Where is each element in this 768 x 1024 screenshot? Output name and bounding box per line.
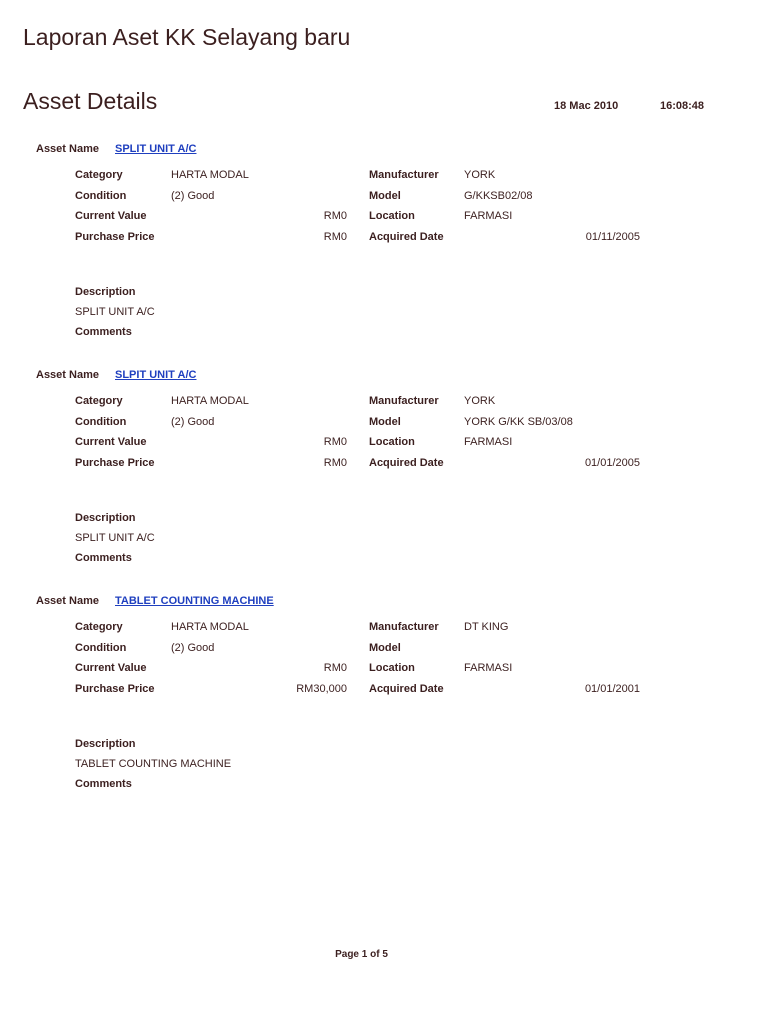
asset-name-link[interactable]: SLPIT UNIT A/C <box>115 369 197 381</box>
category-value: HARTA MODAL <box>171 395 249 407</box>
purchase-price-value: RM0 <box>323 231 347 243</box>
manufacturer-value: YORK <box>464 395 496 407</box>
model-value: YORK G/KK SB/03/08 <box>464 416 573 428</box>
description-label: Description <box>75 512 136 524</box>
condition-value: (2) Good <box>171 416 215 428</box>
condition-value: (2) Good <box>171 190 215 202</box>
asset-record <box>0 142 768 352</box>
category-label: Category <box>75 169 123 181</box>
location-label: Location <box>369 436 415 448</box>
category-label: Category <box>75 621 123 633</box>
location-label: Location <box>369 210 415 222</box>
current-value: RM0 <box>323 662 347 674</box>
asset-name-label: Asset Name <box>36 595 99 607</box>
comments-label: Comments <box>75 552 132 564</box>
manufacturer-label: Manufacturer <box>369 395 439 407</box>
condition-label: Condition <box>75 190 127 202</box>
model-label: Model <box>369 190 401 202</box>
asset-record <box>0 368 768 578</box>
condition-value: (2) Good <box>171 642 215 654</box>
location-value: FARMASI <box>464 662 513 674</box>
acquired-date-value: 01/11/2005 <box>585 231 640 243</box>
acquired-date-label: Acquired Date <box>369 231 444 243</box>
manufacturer-label: Manufacturer <box>369 169 439 181</box>
model-label: Model <box>369 416 401 428</box>
current-value-label: Current Value <box>75 436 147 448</box>
condition-label: Condition <box>75 642 127 654</box>
purchase-price-label: Purchase Price <box>75 683 155 695</box>
model-value: G/KKSB02/08 <box>464 190 533 202</box>
comments-label: Comments <box>75 778 132 790</box>
purchase-price-label: Purchase Price <box>75 457 155 469</box>
asset-record <box>0 594 768 804</box>
description-value: SPLIT UNIT A/C <box>75 306 155 318</box>
comments-label: Comments <box>75 326 132 338</box>
location-value: FARMASI <box>464 210 513 222</box>
asset-name-label: Asset Name <box>36 369 99 381</box>
acquired-date-value: 01/01/2001 <box>584 683 640 695</box>
location-label: Location <box>369 662 415 674</box>
page-number: Page 1 of 5 <box>335 949 388 960</box>
category-value: HARTA MODAL <box>171 169 249 181</box>
manufacturer-value: YORK <box>464 169 496 181</box>
section-title: Asset Details <box>23 88 158 114</box>
current-value-label: Current Value <box>75 662 147 674</box>
acquired-date-label: Acquired Date <box>369 457 444 469</box>
description-label: Description <box>75 738 136 750</box>
manufacturer-value: DT KING <box>464 621 509 633</box>
manufacturer-label: Manufacturer <box>369 621 439 633</box>
acquired-date-value: 01/01/2005 <box>584 457 640 469</box>
model-label: Model <box>369 642 401 654</box>
asset-name-link[interactable]: SPLIT UNIT A/C <box>115 143 197 155</box>
purchase-price-label: Purchase Price <box>75 231 155 243</box>
category-value: HARTA MODAL <box>171 621 249 633</box>
current-value-label: Current Value <box>75 210 147 222</box>
condition-label: Condition <box>75 416 127 428</box>
purchase-price-value: RM0 <box>323 457 347 469</box>
location-value: FARMASI <box>464 436 513 448</box>
report-title: Laporan Aset KK Selayang baru <box>23 24 351 50</box>
description-value: SPLIT UNIT A/C <box>75 532 155 544</box>
description-label: Description <box>75 286 136 298</box>
category-label: Category <box>75 395 123 407</box>
current-value: RM0 <box>323 436 347 448</box>
current-value: RM0 <box>323 210 347 222</box>
report-time: 16:08:48 <box>660 100 705 112</box>
asset-name-label: Asset Name <box>36 143 99 155</box>
acquired-date-label: Acquired Date <box>369 683 444 695</box>
description-value: TABLET COUNTING MACHINE <box>75 758 232 770</box>
report-date: 18 Mac 2010 <box>554 100 619 112</box>
purchase-price-value: RM30,000 <box>296 683 347 695</box>
asset-name-link[interactable]: TABLET COUNTING MACHINE <box>115 595 274 607</box>
